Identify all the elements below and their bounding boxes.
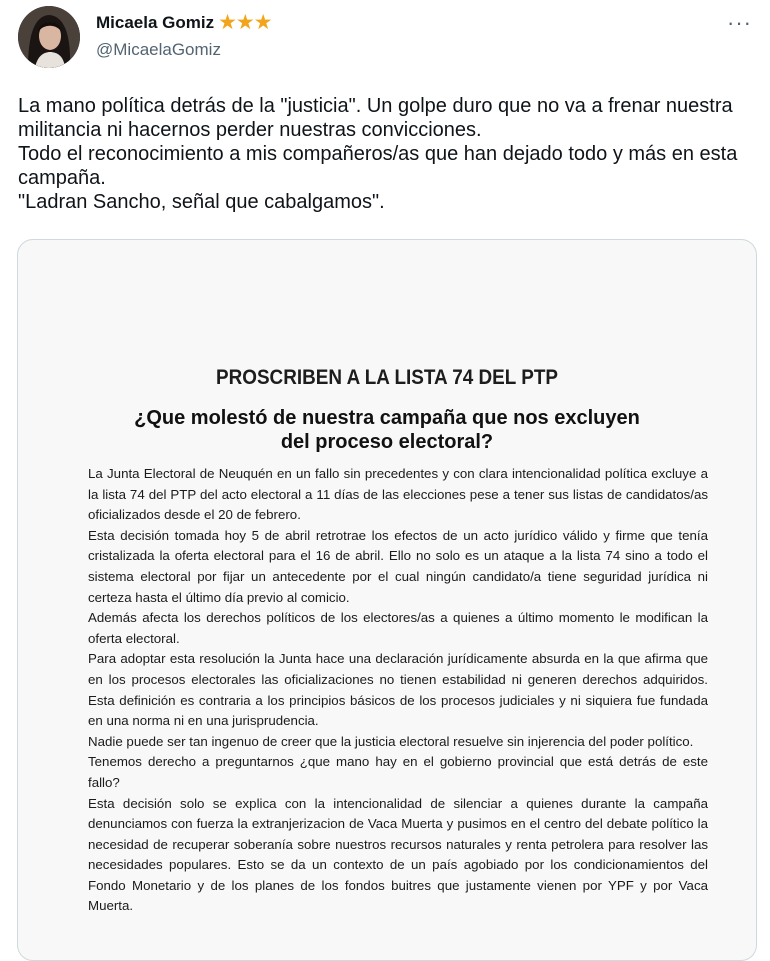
document-paragraph: Esta decisión solo se explica con la intencionalidad de silenciar a quienes durante la campaña denunciamos con fuerza la extranjerizacion de Vaca Muerta y pusimos en el centro del debate político la necesidad de recuperar soberanía sobre nuestros recursos naturales y renta petrolera para resolver las necesidades populares. Esto se da un contexto de un país agobiado por los condicionamientos del Fondo Monetario y de los planes de los fondos buitres que justamente vienen por YPF y por Vaca Muerta.	[88, 795, 708, 914]
three-stars-icon: ★★★	[218, 11, 272, 34]
document-paragraph: La Junta Electoral de Neuquén en un fallo sin precedentes y con clara intencionalidad política excluye a la lista 74 del PTP del acto electoral a 11 días de las elecciones pese a tener sus listas de candidatos/as oficializados desde el 20 de febrero.	[88, 466, 708, 523]
document-subtitle-line: del proceso electoral?	[280, 431, 494, 453]
document-paragraph: Para adoptar esta resolución la Junta hace una declaración jurídicamente absurda en la que afirma que en los procesos electorales las oficializaciones no tienen estabilidad ni generen derechos adquiridos. Esta definición es contraria a los principios básicos de los procesos judiciales y ni siquiera fue fundada en una norma ni en una jurisprudencia.	[88, 651, 708, 729]
document-body	[88, 464, 708, 917]
author-name-row	[96, 12, 272, 33]
tweet-paragraph: Todo el reconocimiento a mis compañeros/as que han dejado todo y más en esta campaña.	[18, 143, 738, 189]
document-title: PROSCRIBEN A LA LISTA 74 DEL PTP	[215, 366, 558, 389]
document-subtitle	[18, 406, 756, 454]
avatar[interactable]	[18, 6, 80, 68]
document-paragraph: Nadie puede ser tan ingenuo de creer que la justicia electoral resuelve sin injerencia del poder político.	[88, 733, 694, 749]
author-name[interactable]: Micaela Gomiz	[96, 12, 215, 32]
document-paragraph: Esta decisión tomada hoy 5 de abril retrotrae los efectos de un acto jurídico válido y firme que tenía cristalizada la oferta electoral para el 16 de abril. Ello no solo es un ataque a la lista 74 sino a todo el sistema electoral por fijar un antecedente por el cual ningún candidato/a tiene seguridad jurídica ni certeza hasta el último día previo al comicio.	[88, 527, 708, 605]
tweet-text	[18, 94, 758, 214]
document-paragraph: Tenemos derecho a preguntarnos ¿que mano hay en el gobierno provincial que está detrás de este fallo?	[88, 754, 708, 790]
tweet-paragraph: La mano política detrás de la "justicia". Un golpe duro que no va a frenar nuestra militancia ni hacernos perder nuestras convicciones.	[18, 95, 733, 141]
profile-photo	[18, 6, 80, 68]
more-options-icon[interactable]: ···	[727, 10, 752, 35]
tweet-paragraph: "Ladran Sancho, señal que cabalgamos".	[18, 191, 385, 213]
attached-image[interactable]	[17, 239, 757, 961]
document-subtitle-line: ¿Que molestó de nuestra campaña que nos excluyen	[134, 407, 640, 429]
document-paragraph: Además afecta los derechos políticos de los electores/as a quienes a último momento le modifican la oferta electoral.	[88, 610, 708, 646]
author-handle[interactable]: @MicaelaGomiz	[96, 40, 221, 59]
